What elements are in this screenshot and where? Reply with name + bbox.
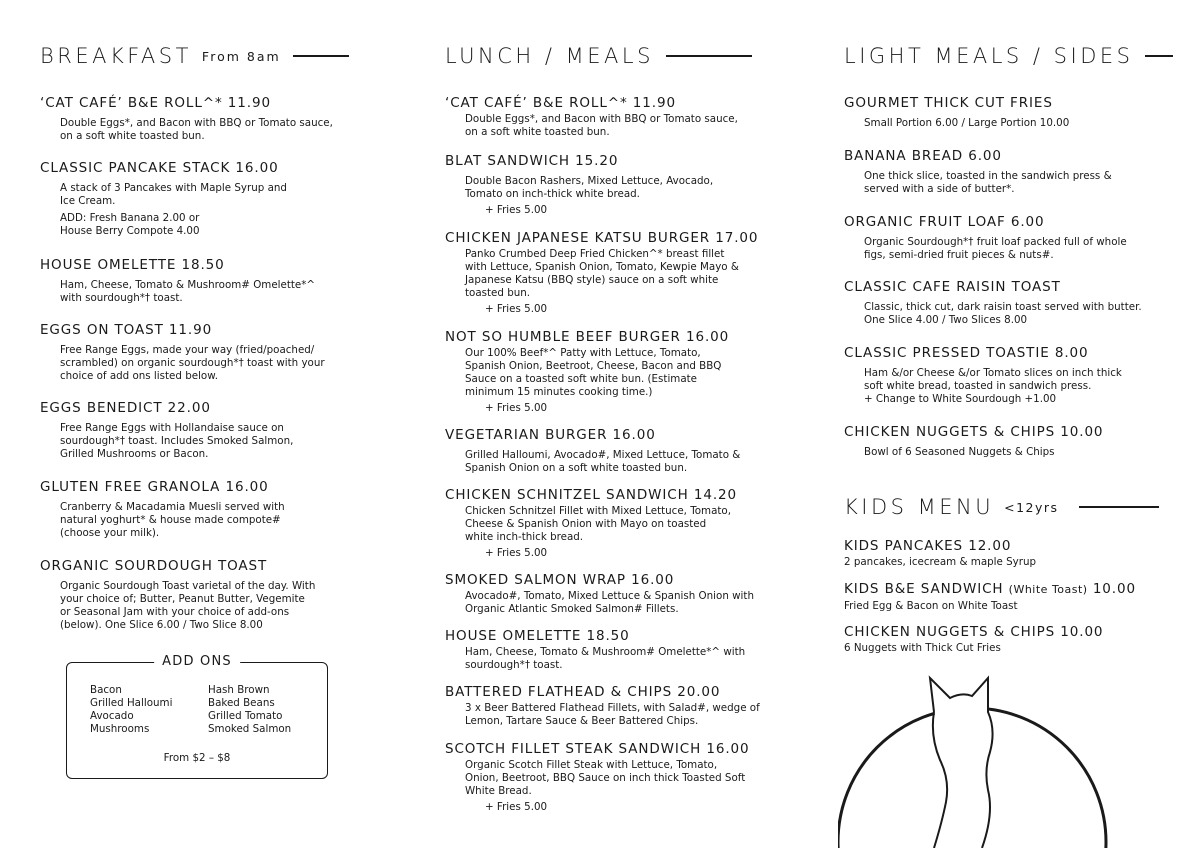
addons-title: ADD ONS (154, 654, 240, 669)
item-name: CLASSIC PRESSED TOASTIE 8.00 (844, 345, 1089, 361)
item-name: CHICKEN NUGGETS & CHIPS 10.00 (844, 424, 1104, 440)
kids-menu-subtitle: <12yrs (1004, 499, 1059, 515)
item-description: 3 x Beer Battered Flathead Fillets, with Salad#, wedge of Lemon, Tartare Sauce & Beer Battered Chips. (465, 702, 760, 727)
menu-item (445, 329, 765, 415)
header-rule (1145, 55, 1173, 57)
header-rule (666, 55, 752, 57)
item-description: Ham, Cheese, Tomato & Mushroom# Omelette*^ with sourdough*† toast. (60, 279, 316, 304)
item-name: GOURMET THICK CUT FRIES (844, 95, 1053, 111)
item-name: KIDS PANCAKES 12.00 (844, 538, 1012, 554)
menu-item (40, 160, 360, 238)
item-price: 10.00 (1092, 581, 1136, 597)
item-name: ‘CAT CAFÉ’ B&E ROLL^* 11.90 (445, 95, 676, 111)
item-description: 6 Nuggets with Thick Cut Fries (844, 642, 1001, 654)
item-description: One thick slice, toasted in the sandwich press & served with a side of butter*. (864, 170, 1112, 195)
item-name: BLAT SANDWICH 15.20 (445, 153, 619, 169)
item-name: GLUTEN FREE GRANOLA 16.00 (40, 479, 269, 495)
item-description: Double Eggs*, and Bacon with BBQ or Tomato sauce, on a soft white toasted bun. (60, 117, 333, 142)
menu-item (844, 95, 1164, 130)
kids-menu-item (844, 581, 1164, 613)
menu-item (40, 400, 360, 461)
item-description: Chicken Schnitzel Fillet with Mixed Lettuce, Tomato, Cheese & Spanish Onion with Mayo on toasted white inch-thick bread. (465, 505, 731, 543)
item-name: EGGS BENEDICT 22.00 (40, 400, 211, 416)
addons-list (90, 684, 291, 736)
addon-item: Baked Beans (208, 697, 275, 709)
kids-menu-item (844, 538, 1164, 569)
cat-logo-illustration (838, 672, 1138, 848)
addon-item: Mushrooms (90, 723, 150, 735)
item-name: HOUSE OMELETTE 18.50 (40, 257, 225, 273)
item-name: HOUSE OMELETTE 18.50 (445, 628, 630, 644)
item-description: Ham &/or Cheese &/or Tomato slices on inch thick soft white bread, toasted in sandwich press. + Change to White Sourdough +1.00 (864, 367, 1122, 405)
item-name: ORGANIC SOURDOUGH TOAST (40, 558, 268, 574)
item-name-main: KIDS B&E SANDWICH (844, 581, 1004, 597)
item-description: Double Bacon Rashers, Mixed Lettuce, Avocado, Tomato on inch-thick white bread. (465, 175, 714, 200)
menu-item (445, 684, 765, 728)
menu-item (445, 95, 765, 139)
item-name: ‘CAT CAFÉ’ B&E ROLL^* 11.90 (40, 95, 271, 111)
item-name: EGGS ON TOAST 11.90 (40, 322, 213, 338)
addon-item: Grilled Tomato (208, 710, 283, 722)
addons-box (66, 654, 328, 779)
item-description: Organic Scotch Fillet Steak with Lettuce, Tomato, Onion, Beetroot, BBQ Sauce on inch thick Toasted Soft White Bread. (465, 759, 746, 797)
breakfast-header (40, 44, 349, 68)
item-extra: ADD: Fresh Banana 2.00 or House Berry Compote 4.00 (60, 212, 200, 237)
item-description: Ham, Cheese, Tomato & Mushroom# Omelette*^ with sourdough*† toast. (465, 646, 746, 671)
menu-item (844, 214, 1164, 262)
menu-item (40, 558, 360, 632)
item-extra: + Fries 5.00 (485, 204, 548, 216)
item-description: Grilled Halloumi, Avocado#, Mixed Lettuce, Tomato & Spanish Onion on a soft white toasted bun. (465, 449, 741, 474)
light-meals-title: LIGHT MEALS / SIDES (844, 44, 1134, 68)
lunch-title: LUNCH / MEALS (445, 44, 654, 68)
item-extra: + Fries 5.00 (485, 801, 548, 813)
kids-menu-header (844, 495, 1159, 519)
item-name: VEGETARIAN BURGER 16.00 (445, 427, 656, 443)
breakfast-subtitle: From 8am (201, 48, 281, 64)
item-name: CHICKEN JAPANESE KATSU BURGER 17.00 (445, 230, 759, 246)
menu-item (445, 572, 765, 616)
item-description: Organic Sourdough Toast varietal of the day. With your choice of; Butter, Peanut Butter, Vegemite or Seasonal Jam with your choice of add-ons (below). One Slice 6.00 / Two Slice 8.00 (60, 580, 316, 631)
menu-item (844, 424, 1164, 459)
item-name: CHICKEN SCHNITZEL SANDWICH 14.20 (445, 487, 738, 503)
menu-item (445, 628, 765, 672)
item-description: Double Eggs*, and Bacon with BBQ or Tomato sauce, on a soft white toasted bun. (465, 113, 738, 138)
menu-item (40, 95, 360, 143)
item-extra: + Fries 5.00 (485, 547, 548, 559)
menu-item (40, 479, 360, 540)
lunch-header (445, 44, 752, 68)
item-name: NOT SO HUMBLE BEEF BURGER 16.00 (445, 329, 730, 345)
item-name: BANANA BREAD 6.00 (844, 148, 1002, 164)
item-description: A stack of 3 Pancakes with Maple Syrup and Ice Cream. (60, 182, 287, 207)
menu-item (445, 153, 765, 217)
item-description: Fried Egg & Bacon on White Toast (844, 600, 1018, 612)
item-description: Bowl of 6 Seasoned Nuggets & Chips (864, 446, 1055, 458)
item-name: SMOKED SALMON WRAP 16.00 (445, 572, 675, 588)
menu-item (844, 148, 1164, 196)
menu-item (844, 279, 1164, 327)
addon-item: Bacon (90, 684, 122, 696)
item-name (844, 581, 1164, 598)
kids-menu-title: KIDS MENU (844, 495, 995, 519)
item-name-note: (White Toast) (1008, 583, 1088, 596)
addon-item: Avocado (90, 710, 134, 722)
item-description: Small Portion 6.00 / Large Portion 10.00 (864, 117, 1070, 129)
menu-item (445, 487, 765, 560)
light-meals-header (844, 44, 1173, 68)
item-description: Avocado#, Tomato, Mixed Lettuce & Spanish Onion with Organic Atlantic Smoked Salmon# Fillets. (465, 590, 754, 615)
item-extra: + Fries 5.00 (485, 303, 548, 315)
item-name: CHICKEN NUGGETS & CHIPS 10.00 (844, 624, 1104, 640)
item-name: SCOTCH FILLET STEAK SANDWICH 16.00 (445, 741, 750, 757)
item-extra: + Fries 5.00 (485, 402, 548, 414)
addon-item: Grilled Halloumi (90, 697, 173, 709)
addons-price: From $2 – $8 (163, 752, 231, 764)
addon-item: Smoked Salmon (208, 723, 292, 735)
item-name: BATTERED FLATHEAD & CHIPS 20.00 (445, 684, 721, 700)
item-description: Classic, thick cut, dark raisin toast served with butter. One Slice 4.00 / Two Slices 8.00 (864, 301, 1142, 326)
item-name: CLASSIC PANCAKE STACK 16.00 (40, 160, 279, 176)
breakfast-title: BREAKFAST (40, 44, 192, 68)
item-description: Panko Crumbed Deep Fried Chicken^* breast fillet with Lettuce, Spanish Onion, Tomato, Kewpie Mayo & Japanese Katsu (BBQ style) sauce on a soft white toasted bun. (465, 248, 739, 299)
item-description: Free Range Eggs, made your way (fried/poached/ scrambled) on organic sourdough*† toast with your choice of add ons listed below. (60, 344, 325, 382)
item-description: 2 pancakes, icecream & maple Syrup (844, 556, 1037, 568)
menu-item (445, 741, 765, 814)
header-rule (1079, 506, 1159, 508)
menu-item (40, 322, 360, 383)
header-rule (293, 55, 349, 57)
cat-silhouette (930, 678, 993, 848)
item-description: Organic Sourdough*† fruit loaf packed full of whole figs, semi-dried fruit pieces & nuts#. (864, 236, 1127, 261)
item-name: CLASSIC CAFE RAISIN TOAST (844, 279, 1061, 295)
item-description: Our 100% Beef*^ Patty with Lettuce, Tomato, Spanish Onion, Beetroot, Cheese, Bacon and BBQ Sauce on a toasted soft white bun. (Estimate minimum 15 minutes cooking time.) (465, 347, 722, 398)
addon-item: Hash Brown (208, 684, 270, 696)
item-name: ORGANIC FRUIT LOAF 6.00 (844, 214, 1045, 230)
menu-item (40, 257, 360, 305)
menu-item (844, 345, 1164, 406)
kids-menu-item (844, 624, 1164, 655)
menu-item (445, 230, 765, 316)
menu-item (445, 427, 765, 475)
item-description: Cranberry & Macadamia Muesli served with natural yoghurt* & house made compote# (choose your milk). (60, 501, 285, 539)
item-description: Free Range Eggs with Hollandaise sauce on sourdough*† toast. Includes Smoked Salmon, Grilled Mushrooms or Bacon. (60, 422, 294, 460)
